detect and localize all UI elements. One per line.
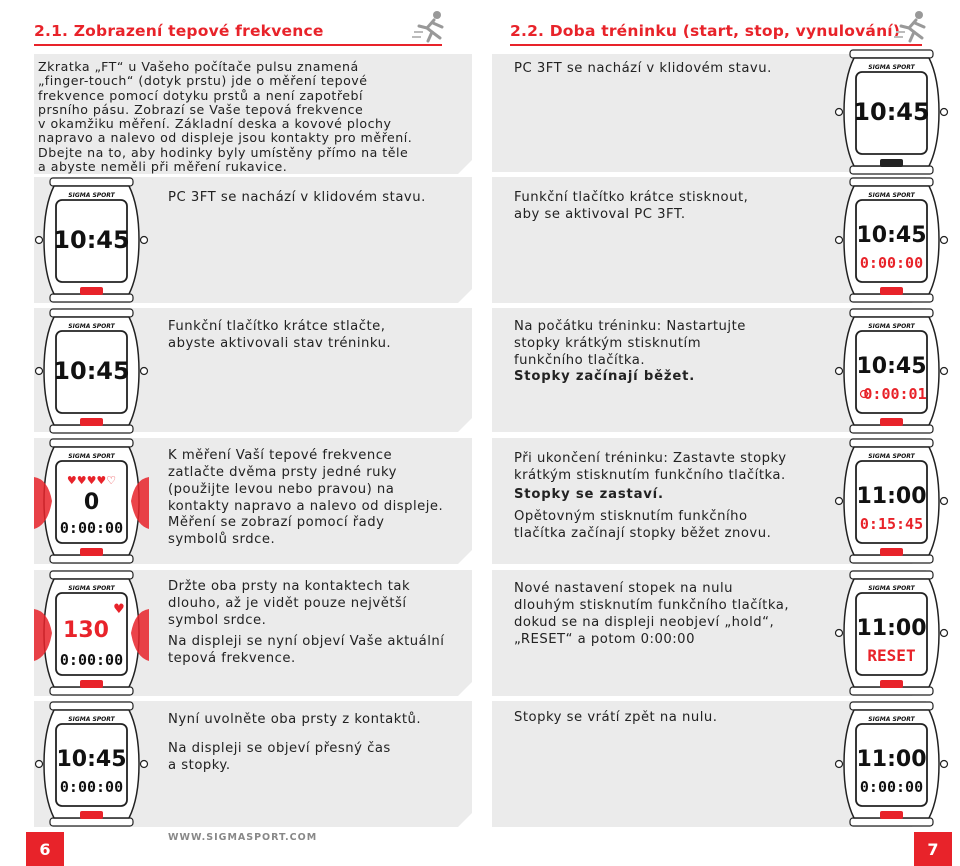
step-bold-text: Stopky se zastaví. [514, 487, 664, 502]
function-button [880, 159, 903, 167]
brand-logo: SIGMA SPORT [868, 585, 915, 592]
lcd-main: 10:45 [53, 357, 130, 385]
heart-row: ♥♥♥♥♡ [66, 474, 117, 487]
function-button [80, 680, 103, 688]
step-text: Na displeji se objeví přesný čas a stopky. [168, 741, 391, 773]
watch-illustration [834, 176, 949, 304]
lcd-bottom: 0:00:00 [59, 651, 124, 669]
function-button [880, 811, 903, 819]
brand-logo: SIGMA SPORT [868, 453, 915, 460]
step-text: Na počátku tréninku: Nastartujte stopky krátkým stisknutím funkčního tlačítka. [514, 319, 746, 368]
watch-illustration [34, 307, 149, 435]
intro-text: Zkratka „FT“ u Vašeho počítače pulsu znamená „finger-touch“ (dotyk prstu) jde o měření tepové frekvence pomocí dotyku prstů a není zapotřebí prsního pásu. Zobrazí se Vaše tepová frekvence v okamžiku měření. Základní deska a kovové plochy napravo a nalevo od displeje jsou kontakty pro měření. Dbejte na to, aby hodinky byly umístěny přímo na těle a abyste neměli při měření rukavice. [38, 59, 413, 175]
step-text: Funkční tlačítko krátce stisknout, aby se aktivoval PC 3FT. [514, 190, 749, 222]
watch-illustration [34, 176, 149, 304]
function-button [80, 287, 103, 295]
page-number-left: 6 [26, 832, 64, 866]
function-button [80, 548, 103, 556]
step-text: PC 3FT se nachází v klidovém stavu. [168, 190, 426, 205]
watch-illustration [834, 307, 949, 435]
lcd-main: 0 [83, 490, 100, 515]
function-button [880, 418, 903, 426]
lcd-bottom: 0:00:00 [59, 778, 124, 796]
step-text: Nové nastavení stopek na nulu dlouhým stisknutím funkčního tlačítka, dokud se na displeji neobjeví „hold“, „RESET“ a potom 0:00:00 [514, 581, 790, 647]
function-button [880, 287, 903, 295]
watch-illustration [834, 437, 949, 565]
function-button [80, 811, 103, 819]
watch-illustration [34, 437, 149, 565]
brand-logo: SIGMA SPORT [68, 453, 115, 460]
brand-logo: SIGMA SPORT [68, 323, 115, 330]
brand-logo: SIGMA SPORT [68, 192, 115, 199]
lcd-main: 10:45 [53, 226, 130, 254]
watch-illustration [34, 569, 149, 697]
step-bold-text: Stopky začínají běžet. [514, 369, 696, 384]
lcd-main: 11:00 [856, 484, 927, 509]
function-button [80, 418, 103, 426]
lcd-bottom: 0:00:00 [859, 778, 924, 796]
lcd-main: 10:45 [856, 223, 927, 248]
step-text: Nyní uvolněte oba prsty z kontaktů. [168, 712, 422, 727]
step-text: Při ukončení tréninku: Zastavte stopky krátkým stisknutím funkčního tlačítka. [514, 451, 787, 483]
step-text: Opětovným stisknutím funkčního tlačítka začínají stopky běžet znovu. [514, 509, 772, 541]
function-button [880, 680, 903, 688]
title-rule-left [34, 44, 442, 46]
section-title-heart-rate: 2.1. Zobrazení tepové frekvence [34, 22, 324, 40]
step-text: Na displeji se nyní objeví Vaše aktuální tepová frekvence. [168, 634, 445, 666]
page-number-right: 7 [914, 832, 952, 866]
watch-illustration [34, 700, 149, 828]
footer-url: WWW.SIGMASPORT.COM [168, 832, 318, 843]
runner-icon [410, 8, 450, 48]
brand-logo: SIGMA SPORT [68, 585, 115, 592]
heart-icon: ♥ [113, 602, 125, 617]
step-text: K měření Vaší tepové frekvence zatlačte dvěma prsty jedné ruky (použijte levou nebo pravou) na kontakty napravo a nalevo od displeje. [168, 448, 444, 514]
watch-illustration [834, 700, 949, 828]
watch-illustration [834, 569, 949, 697]
lcd-main: 10:45 [853, 98, 930, 126]
section-title-training-time: 2.2. Doba tréninku (start, stop, vynulování) [510, 22, 901, 40]
brand-logo: SIGMA SPORT [868, 323, 915, 330]
lcd-main: 130 [63, 618, 109, 643]
step-text: Měření se zobrazí pomocí řady symbolů srdce. [168, 515, 385, 547]
lcd-main: 10:45 [56, 747, 127, 772]
watch-illustration [834, 48, 949, 176]
step-text: Stopky se vrátí zpět na nulu. [514, 710, 718, 725]
brand-logo: SIGMA SPORT [868, 716, 915, 723]
brand-logo: SIGMA SPORT [868, 64, 915, 71]
step-text: Funkční tlačítko krátce stlačte, abyste aktivovali stav tréninku. [168, 319, 392, 351]
brand-logo: SIGMA SPORT [68, 716, 115, 723]
lcd-main: 10:45 [856, 354, 927, 379]
step-text: PC 3FT se nachází v klidovém stavu. [514, 61, 772, 76]
lcd-bottom: 0:15:45 [859, 515, 924, 533]
brand-logo: SIGMA SPORT [868, 192, 915, 199]
lcd-bottom: 0:00:01 [863, 385, 927, 403]
function-button [880, 548, 903, 556]
lcd-bottom: 0:00:00 [859, 254, 924, 272]
lcd-main: 11:00 [856, 616, 927, 641]
runner-icon [892, 8, 932, 48]
title-rule-right [510, 44, 922, 46]
step-text: Držte oba prsty na kontaktech tak dlouho, až je vidět pouze největší symbol srdce. [168, 579, 411, 628]
lcd-bottom: RESET [867, 646, 916, 665]
lcd-main: 11:00 [856, 747, 927, 772]
lcd-bottom: 0:00:00 [59, 519, 124, 537]
